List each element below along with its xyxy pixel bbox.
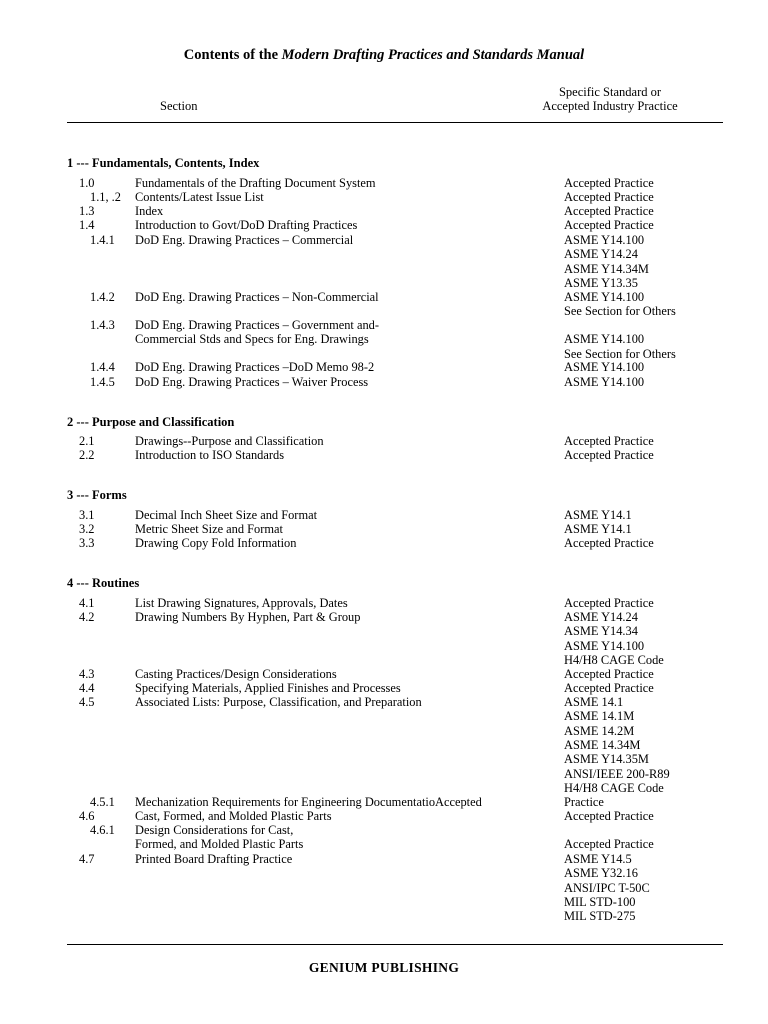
entry-standard: H4/H8 CAGE Code xyxy=(564,781,664,796)
section-heading: 4 --- Routines xyxy=(67,576,140,590)
entry-standard: ASME 14.1 xyxy=(564,695,624,709)
section-heading: 3 --- Forms xyxy=(67,488,127,502)
entry-standard: ASME Y14.34 xyxy=(564,624,638,639)
entry-standard: ASME Y14.34M xyxy=(564,261,649,276)
entry-title: Drawing Copy Fold Information xyxy=(135,536,297,550)
entry-number: 1.4.3 xyxy=(90,318,115,332)
entry-title: Printed Board Drafting Practice xyxy=(135,852,293,866)
entry-number: 1.3 xyxy=(79,204,95,218)
entry-standard: Accepted Practice xyxy=(564,681,654,695)
page-title xyxy=(0,47,768,64)
entry-standard: ASME Y14.1 xyxy=(564,508,632,522)
entry-standard: ASME Y14.24 xyxy=(564,610,638,624)
entry-standard: Accepted Practice xyxy=(564,176,654,190)
title-italic: Modern Drafting Practices and Standards Manual xyxy=(281,47,585,63)
entry-title: Index xyxy=(135,204,164,218)
entry-title: Associated Lists: Purpose, Classification, and Preparation xyxy=(135,695,422,709)
entry-standard: ASME Y14.100 xyxy=(564,360,645,374)
entry-standard: ASME 14.1M xyxy=(564,709,635,724)
entry-number: 4.5 xyxy=(79,695,95,709)
entry-number: 1.4.2 xyxy=(90,290,115,304)
entry-standard: ASME Y14.100 xyxy=(564,233,645,247)
entry-number: 1.4 xyxy=(79,218,95,232)
entry-standard: ANSI/IEEE 200-R89 xyxy=(564,766,670,781)
entry-standard: ASME Y14.100 xyxy=(564,290,645,304)
entry-title: Design Considerations for Cast, xyxy=(135,823,294,837)
publisher-footer: GENIUM PUBLISHING xyxy=(308,960,460,975)
entry-standard: ASME Y32.16 xyxy=(564,866,638,881)
entry-standard: Accepted Practice xyxy=(564,536,654,550)
entry-title: DoD Eng. Drawing Practices –DoD Memo 98-2 xyxy=(135,360,375,374)
section-heading: 2 --- Purpose and Classification xyxy=(67,415,235,429)
entry-standard: MIL STD-275 xyxy=(564,909,636,924)
entry-number: 1.4.1 xyxy=(90,233,115,247)
entry-standard: See Section for Others xyxy=(564,304,676,319)
entry-title: DoD Eng. Drawing Practices – Waiver Process xyxy=(135,375,369,389)
entry-title: List Drawing Signatures, Approvals, Dates xyxy=(135,596,348,610)
entry-number: 4.2 xyxy=(79,610,95,624)
entry-number: 3.2 xyxy=(79,522,95,536)
entry-title: Drawings--Purpose and Classification xyxy=(135,434,324,448)
entry-title: Fundamentals of the Drafting Document System xyxy=(135,176,376,190)
entry-title: DoD Eng. Drawing Practices – Government and- xyxy=(135,318,379,332)
entry-standard: Accepted Practice xyxy=(564,204,654,218)
entry-standard: Accepted Practice xyxy=(564,837,654,852)
entry-number: 4.6 xyxy=(79,809,95,823)
entry-number: 4.5.1 xyxy=(90,795,115,809)
entry-number: 2.2 xyxy=(79,448,95,462)
entry-title: Drawing Numbers By Hyphen, Part & Group xyxy=(135,610,361,624)
footer-rule xyxy=(67,944,723,945)
entry-number: 4.6.1 xyxy=(90,823,115,837)
entry-title: Formed, and Molded Plastic Parts xyxy=(135,837,304,852)
entry-standard: Accepted Practice xyxy=(564,809,654,823)
entry-standard: Practice xyxy=(564,795,604,809)
entry-standard: H4/H8 CAGE Code xyxy=(564,653,664,668)
entry-number: 1.4.4 xyxy=(90,360,115,374)
entry-title: Decimal Inch Sheet Size and Format xyxy=(135,508,318,522)
entry-title: Specifying Materials, Applied Finishes and Processes xyxy=(135,681,401,695)
entry-number: 2.1 xyxy=(79,434,95,448)
entry-title: Introduction to ISO Standards xyxy=(135,448,285,462)
entry-standard: ASME Y14.1 xyxy=(564,522,632,536)
entry-title: DoD Eng. Drawing Practices – Non-Commercial xyxy=(135,290,379,304)
entry-number: 4.3 xyxy=(79,667,95,681)
entry-standard: See Section for Others xyxy=(564,346,676,361)
entry-number: 1.0 xyxy=(79,176,95,190)
title-prefix: Contents of the xyxy=(183,47,282,63)
entry-standard: ASME 14.2M xyxy=(564,723,635,738)
entry-title: Contents/Latest Issue List xyxy=(135,190,264,204)
entry-standard: Accepted Practice xyxy=(564,434,654,448)
entry-number: 3.1 xyxy=(79,508,95,522)
entry-number: 3.3 xyxy=(79,536,95,550)
entry-number: 4.1 xyxy=(79,596,95,610)
entry-standard: ANSI/IPC T-50C xyxy=(564,880,650,895)
entry-standard: Accepted Practice xyxy=(564,667,654,681)
entry-title: Commercial Stds and Specs for Eng. Drawings xyxy=(135,332,369,347)
entry-number: 4.7 xyxy=(79,852,95,866)
entry-number: 1.1, .2 xyxy=(90,190,121,204)
entry-standard: ASME Y14.100 xyxy=(564,638,645,653)
entry-standard: ASME 14.34M xyxy=(564,738,641,753)
entry-title: DoD Eng. Drawing Practices – Commercial xyxy=(135,233,354,247)
section-heading: 1 --- Fundamentals, Contents, Index xyxy=(67,156,260,170)
entry-standard: ASME Y14.35M xyxy=(564,752,649,767)
header-rule xyxy=(67,122,723,123)
entry-number: 1.4.5 xyxy=(90,375,115,389)
entry-standard: ASME Y14.100 xyxy=(564,332,645,347)
standard-column-header-line1: Specific Standard or xyxy=(558,85,662,99)
section-column-header: Section xyxy=(160,99,198,113)
entry-standard: MIL STD-100 xyxy=(564,895,636,910)
entry-title: Cast, Formed, and Molded Plastic Parts xyxy=(135,809,332,823)
entry-standard: ASME Y14.100 xyxy=(564,375,645,389)
entry-standard: Accepted Practice xyxy=(564,448,654,462)
entry-standard: ASME Y14.24 xyxy=(564,247,638,262)
entry-standard: Accepted Practice xyxy=(564,596,654,610)
entry-number: 4.4 xyxy=(79,681,95,695)
entry-standard: ASME Y13.35 xyxy=(564,276,638,291)
standard-column-header-line2: Accepted Industry Practice xyxy=(542,99,678,113)
entry-title: Introduction to Govt/DoD Drafting Practices xyxy=(135,218,358,232)
entry-title: Metric Sheet Size and Format xyxy=(135,522,283,536)
entry-standard: Accepted Practice xyxy=(564,218,654,232)
entry-standard: ASME Y14.5 xyxy=(564,852,632,866)
entry-title: Casting Practices/Design Considerations xyxy=(135,667,337,681)
entry-title: Mechanization Requirements for Engineering DocumentatioAccepted xyxy=(135,795,482,809)
entry-standard: Accepted Practice xyxy=(564,190,654,204)
